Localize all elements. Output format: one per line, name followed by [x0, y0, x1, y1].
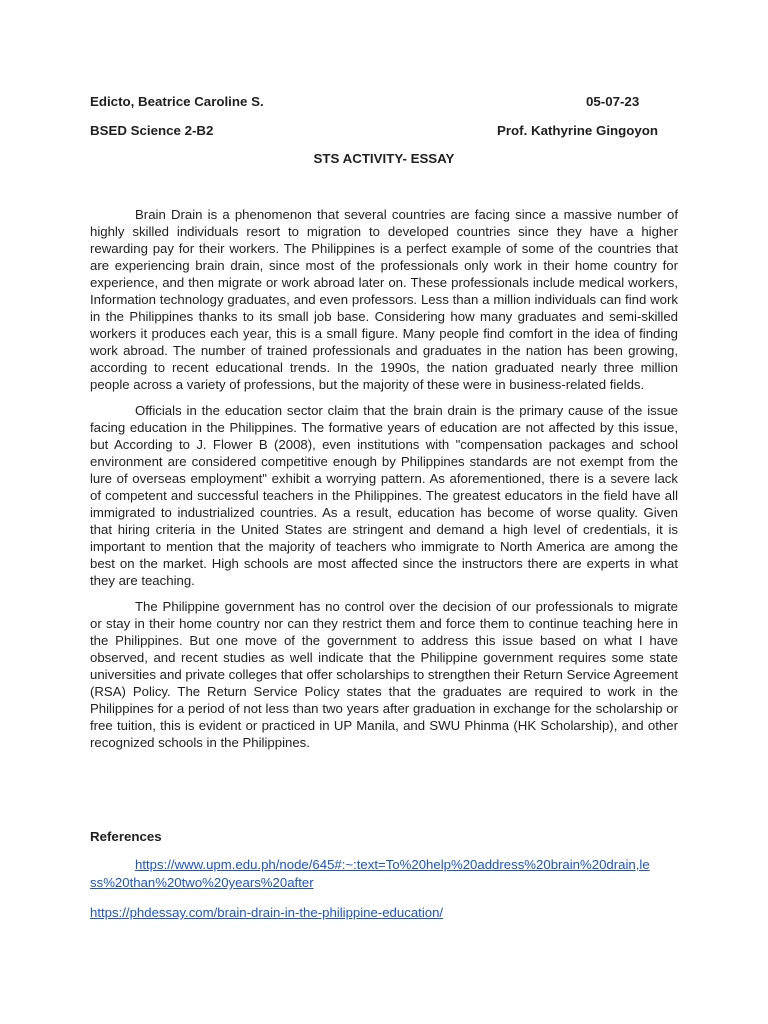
- professor-name: Prof. Kathyrine Gingoyon: [497, 123, 659, 138]
- reference-link-2[interactable]: [90, 904, 650, 922]
- paragraph-3: The Philippine government has no control over the decision of our professionals to migrate or stay in their home country nor can they restrict them and force them to continue teaching here in the Philippines. But one move of the government to address this issue based on what I have observed, and recent studies as well indicate that the Philippine government requires some state universities and private colleges that offer scholarships to strengthen their Return Service Agreement (RSA) Policy. The Return Service Policy states that the graduates are required to work in the Philippines for a period of not less than two years after graduation in exchange for the scholarship or free tuition, this is evident or practiced in UP Manila, and SWU Phinma (HK Scholarship), and other recognized schools in the Philippines.: [90, 599, 678, 750]
- date: 05-07-23: [586, 94, 640, 109]
- references-heading: References: [90, 829, 162, 844]
- paragraph-1: Brain Drain is a phenomenon that several countries are facing since a massive number of highly skilled individuals resort to migration to developed countries since they have a higher rewarding pay for their workers. The Philippines is a perfect example of some of the countries that are experiencing brain drain, since most of the professionals only work in their home country for experience, and then migrate or work abroad later on. These professionals include medical workers, Information technology graduates, and even professors. Less than a million individuals can find work in the Philippines thanks to its small job base. Considering how many graduates and semi-skilled workers it produces each year, this is a small figure. Many people find comfort in the idea of finding work abroad. The number of trained professionals and graduates in the nation has been growing, according to recent educational trends. In the 1990s, the nation graduated nearly three million people across a variety of professions, but the majority of these were in business-related fields.: [90, 207, 678, 392]
- essay-title: STS ACTIVITY- ESSAY: [313, 151, 455, 166]
- reference-link-1[interactable]: [90, 856, 650, 892]
- reference-link-1-text[interactable]: https://www.upm.edu.ph/node/645#:~:text=To%20help%20address%20brain%20drain,less%20than%20two%20years%20after: [90, 857, 650, 890]
- section: BSED Science 2-B2: [90, 123, 214, 138]
- student-name: Edicto, Beatrice Caroline S.: [90, 94, 264, 109]
- paragraph-2: Officials in the education sector claim that the brain drain is the primary cause of the issue facing education in the Philippines. The formative years of education are not affected by this issue, but According to J. Flower B (2008), even institutions with "compensation packages and school environment are considered competitive enough by Philippines standards are not exempt from the lure of overseas employment" exhibit a worrying pattern. As aforementioned, there is a severe lack of competent and successful teachers in the Philippines. The greatest educators in the field have all immigrated to industrialized countries. As a result, education has become of worse quality. Given that hiring criteria in the United States are stringent and demand a high level of credentials, it is important to mention that the majority of teachers who immigrate to North America are among the best on the market. High schools are most affected since the instructors there are experts in what they are teaching.: [90, 403, 678, 588]
- essay-body: [90, 206, 678, 760]
- reference-link-2-text[interactable]: https://phdessay.com/brain-drain-in-the-philippine-education/: [90, 905, 444, 920]
